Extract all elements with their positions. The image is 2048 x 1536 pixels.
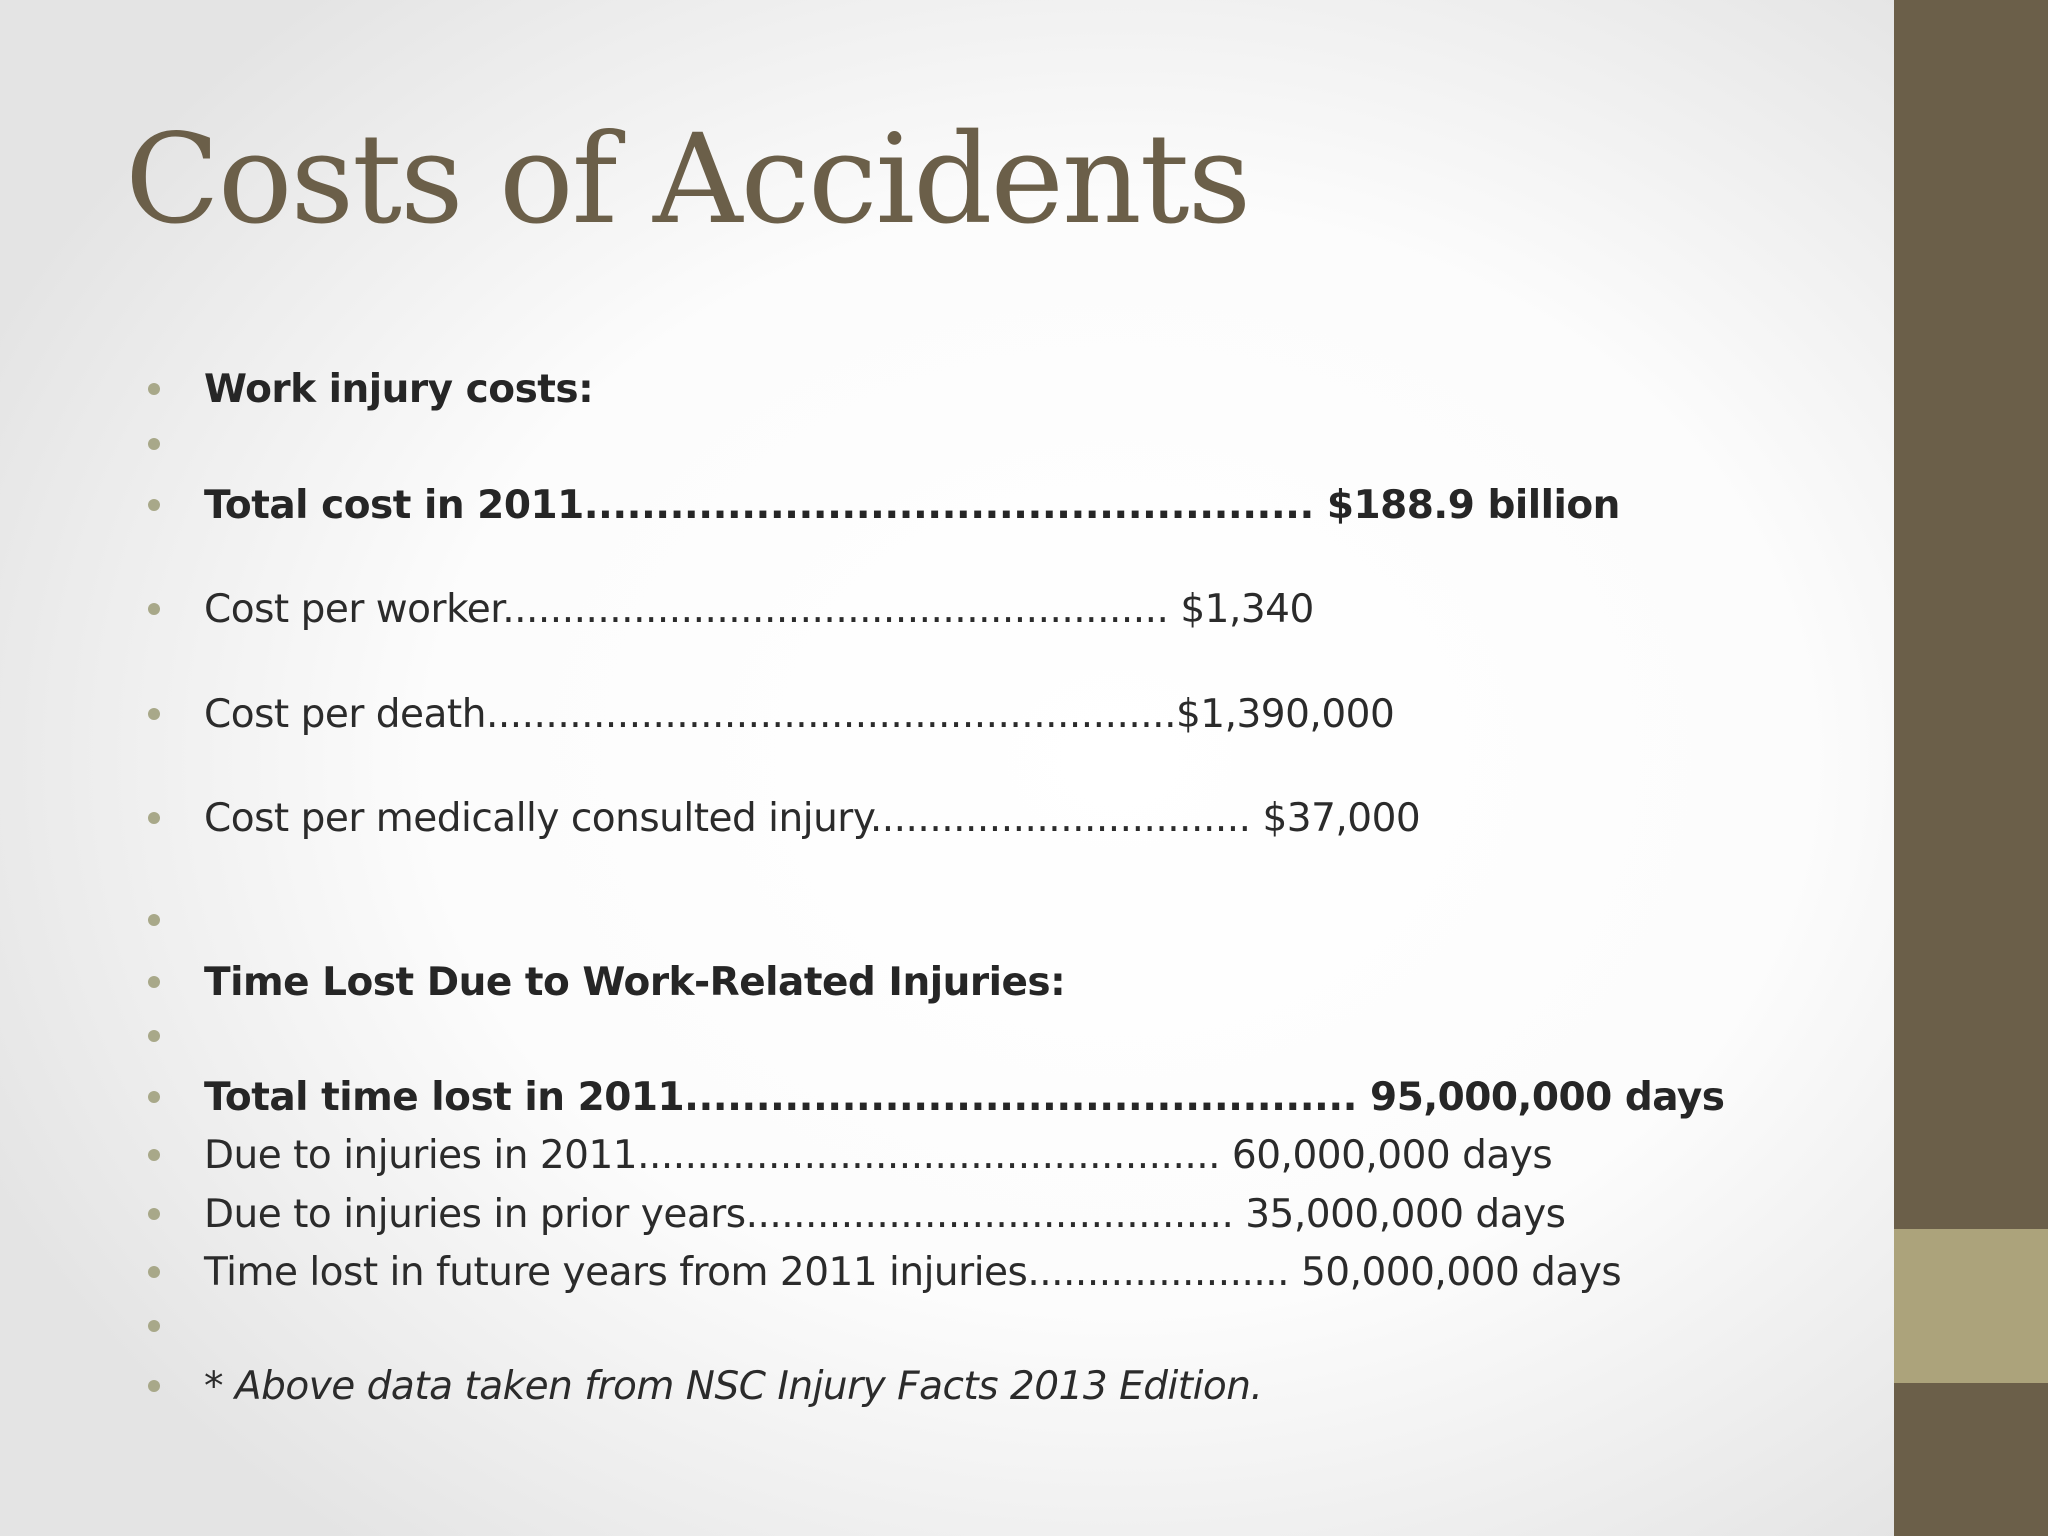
bullet-item	[148, 956, 1065, 1008]
bullet-dot-icon	[148, 1030, 160, 1042]
bullet-text: Time lost in future years from 2011 injuries...................... 50,000,000 days	[204, 1249, 1622, 1295]
bullet-item	[148, 1129, 1552, 1181]
bullet-text: Time Lost Due to Work-Related Injuries:	[204, 959, 1066, 1005]
bullet-item	[148, 1188, 1566, 1240]
bullet-item	[148, 583, 1314, 635]
bullet-dot-icon	[148, 603, 160, 615]
bullet-item	[148, 894, 204, 946]
bullet-dot-icon	[148, 914, 160, 926]
bullet-dot-icon	[148, 1091, 160, 1103]
bullet-item	[148, 363, 593, 415]
bullet-item	[148, 792, 1420, 844]
bullet-item	[148, 688, 1394, 740]
bullet-dot-icon	[148, 438, 160, 450]
bullet-dot-icon	[148, 1208, 160, 1220]
bullet-item	[148, 1010, 204, 1062]
bullet-dot-icon	[148, 1266, 160, 1278]
bullet-dot-icon	[148, 708, 160, 720]
bullet-text: Cost per medically consulted injury................................ $37,000	[204, 795, 1421, 841]
bullet-item	[148, 418, 204, 470]
bullet-item	[148, 479, 1620, 531]
bullet-text: Total time lost in 2011............................................... 95,000,000 days	[204, 1074, 1725, 1120]
bullet-dot-icon	[148, 812, 160, 824]
bullet-text: * Above data taken from NSC Injury Facts 2013 Edition.	[204, 1363, 1263, 1409]
bullet-item	[148, 1360, 1262, 1412]
bullet-item	[148, 1300, 204, 1352]
slide-title: Costs of Accidents	[125, 108, 1250, 252]
bullet-text: Work injury costs:	[204, 366, 594, 412]
bullet-dot-icon	[148, 976, 160, 988]
side-decoration-accent	[1894, 1229, 2048, 1383]
bullet-text: Due to injuries in 2011................................................. 60,000,000 days	[204, 1132, 1553, 1178]
bullet-text: Cost per worker........................................................ $1,340	[204, 586, 1314, 632]
bullet-text: Total cost in 2011................................................... $188.9 billion	[204, 482, 1620, 528]
bullet-dot-icon	[148, 1380, 160, 1392]
bullet-dot-icon	[148, 1149, 160, 1161]
bullet-item	[148, 1071, 1725, 1123]
bullet-dot-icon	[148, 1320, 160, 1332]
bullet-text: Due to injuries in prior years......................................... 35,000,000 days	[204, 1191, 1566, 1237]
bullet-text: Cost per death..........................................................$1,390,000	[204, 691, 1395, 737]
bullet-item	[148, 1246, 1621, 1298]
bullet-dot-icon	[148, 499, 160, 511]
bullet-dot-icon	[148, 383, 160, 395]
